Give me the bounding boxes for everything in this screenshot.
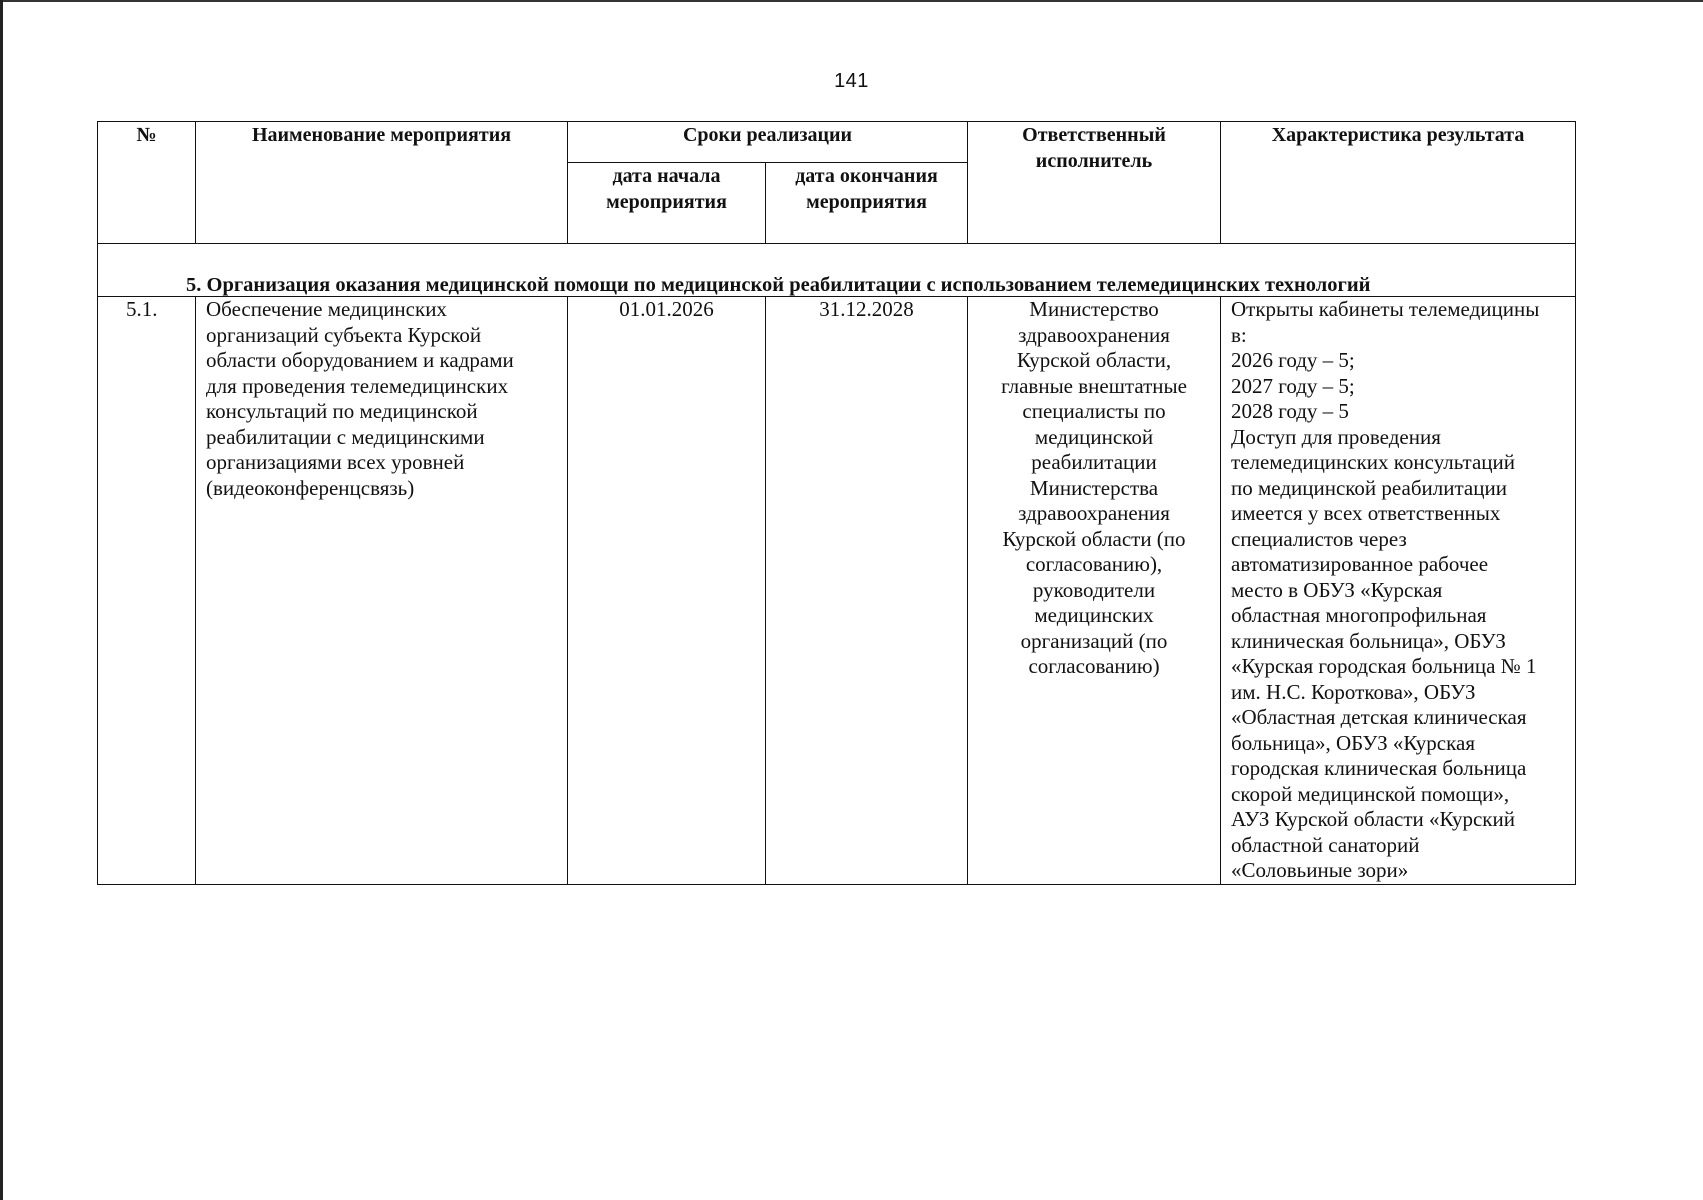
name-line: организациями всех уровней — [206, 450, 465, 474]
row-activity-name — [196, 297, 568, 885]
result-line: им. Н.С. Короткова», ОБУЗ — [1231, 679, 1476, 704]
result-line: в: — [1231, 322, 1247, 347]
result-line: областная многопрофильная — [1231, 603, 1487, 627]
responsible-line: Министерство — [1029, 297, 1159, 321]
name-line: области оборудованием и кадрами — [206, 348, 514, 372]
result-line: специалистов через — [1231, 526, 1407, 551]
responsible-line: организаций (по — [1020, 628, 1168, 653]
row-responsible — [968, 297, 1221, 885]
header-periods: Сроки реализации — [568, 122, 968, 163]
header-responsible-text: Ответственный исполнитель — [1022, 124, 1166, 172]
responsible-line: согласованию) — [1028, 654, 1160, 678]
responsible-line: здравоохранения — [1018, 501, 1170, 525]
responsible-line: Курской области (по — [1002, 526, 1186, 551]
result-line: 2028 году – 5 — [1231, 399, 1349, 423]
header-result: Характеристика результата — [1221, 122, 1576, 244]
name-line: (видеоконференцсвязь) — [206, 475, 415, 500]
header-activity-name: Наименование мероприятия — [196, 122, 568, 244]
result-line: «Курская городская больница № 1 — [1231, 654, 1537, 678]
responsible-line: специалисты по — [1022, 399, 1166, 423]
result-line: телемедицинских консультаций — [1231, 450, 1516, 474]
section-title: 5. Организация оказания медицинской помощи по медицинской реабилитации с использованием телемедицинских технологий — [186, 274, 1371, 296]
result-line: место в ОБУЗ «Курская — [1231, 577, 1443, 602]
responsible-line: согласованию), — [1025, 552, 1163, 576]
result-line: «Соловьиные зори» — [1231, 858, 1409, 882]
result-line: скорой медицинской помощи», — [1231, 781, 1510, 806]
responsible-line: Министерства — [1029, 475, 1159, 500]
responsible-line: руководители — [1032, 577, 1156, 602]
row-end-date: 31.12.2028 — [766, 297, 968, 885]
scan-edge-top — [0, 0, 1703, 2]
responsible-line: реабилитации — [1031, 450, 1157, 474]
result-line: «Областная детская клиническая — [1231, 705, 1527, 729]
result-line: 2026 году – 5; — [1231, 348, 1355, 372]
responsible-line: Курской области, — [1016, 348, 1172, 372]
header-responsible — [968, 122, 1221, 244]
section-cell — [98, 244, 1576, 297]
header-row-1 — [98, 122, 1576, 163]
result-line: по медицинской реабилитации — [1231, 475, 1507, 500]
result-line: АУЗ Курской области «Курский — [1231, 807, 1515, 831]
result-line: клиническая больница», ОБУЗ — [1231, 628, 1506, 653]
name-line: для проведения телемедицинских — [206, 373, 509, 398]
name-line: организаций субъекта Курской — [206, 322, 482, 347]
result-line: автоматизированное рабочее — [1231, 552, 1489, 576]
result-line: Доступ для проведения — [1231, 424, 1441, 449]
table-row — [98, 297, 1576, 885]
responsible-line: главные внештатные — [1001, 373, 1187, 398]
responsible-line: здравоохранения — [1018, 322, 1170, 347]
row-result — [1221, 297, 1576, 885]
responsible-line: медицинской — [1034, 424, 1154, 449]
result-line: Открыты кабинеты телемедицины — [1231, 297, 1540, 321]
page-number: 141 — [834, 70, 869, 92]
result-line: областной санаторий — [1231, 832, 1420, 857]
header-end-date — [766, 163, 968, 244]
result-line: больница», ОБУЗ «Курская — [1231, 730, 1475, 755]
header-end-date-text: дата окончания мероприятия — [795, 165, 938, 213]
header-num: № — [98, 122, 196, 244]
scan-edge-left — [0, 0, 3, 1200]
activities-table — [97, 121, 1576, 885]
name-line: реабилитации с медицинскими — [206, 424, 485, 449]
responsible-line: медицинских — [1034, 603, 1154, 627]
name-line: консультаций по медицинской — [206, 399, 478, 423]
header-start-date-text: дата начала мероприятия — [606, 165, 727, 213]
header-start-date — [568, 163, 766, 244]
name-line: Обеспечение медицинских — [206, 297, 447, 321]
result-line: городская клиническая больница — [1231, 756, 1527, 780]
result-line: имеется у всех ответственных — [1231, 501, 1501, 525]
result-line: 2027 году – 5; — [1231, 373, 1355, 398]
row-num: 5.1. — [98, 297, 196, 885]
section-row — [98, 244, 1576, 297]
row-start-date: 01.01.2026 — [568, 297, 766, 885]
